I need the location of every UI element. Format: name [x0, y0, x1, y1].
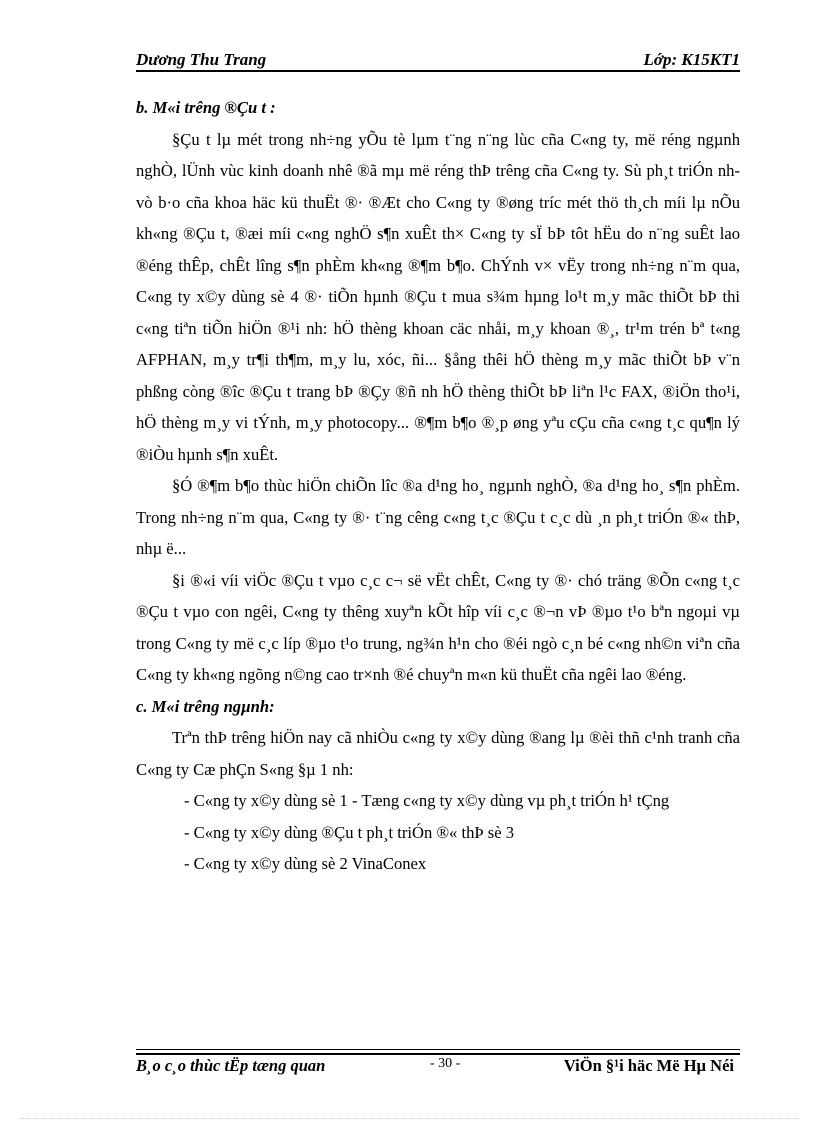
- page-content: [136, 92, 740, 880]
- header-rule: [136, 70, 740, 72]
- footer-rule-thin: [136, 1049, 740, 1050]
- page-footer: [136, 1054, 740, 1076]
- footer-institution: ViÖn §¹i häc Më Hµ Néi: [563, 1056, 734, 1075]
- paragraph-human-investment: §i ®«i víi viÖc ®Çu t vµo c¸c c¬ së vËt chÊt, C«ng ty ®· chó träng ®Õn c«ng t¸c ®Çu t vµo con ngêi, C«ng ty thêng xuyªn kÕt hîp víi c¸c ®¬n vÞ ®µo t¹o bªn ngoµi vµ trong C«ng ty më c¸c líp ®µo t¹o trung, ng¾n h¹n cho ®éi ngò c¸n bé c«ng nh©n viªn cña C«ng ty kh«ng ngõng n©ng cao tr×nh ®é chuyªn m«n kü thuËt cña ngêi lao ®éng.: [136, 570, 740, 684]
- page-edge-divider: [20, 1118, 800, 1119]
- page-header: [136, 48, 740, 70]
- list-item: - C«ng ty x©y dùng ®Çu t ph¸t triÓn ®« thÞ sè 3: [184, 822, 515, 842]
- list-item: - C«ng ty x©y dùng sè 2 VinaConex: [184, 854, 427, 873]
- list-item: - C«ng ty x©y dùng sè 1 - Tæng c«ng ty x©y dùng vµ ph¸t triÓn h¹ tÇng: [184, 791, 670, 810]
- header-class: Lớp: K15KT1: [643, 50, 740, 69]
- header-author: Dương Thu Trang: [136, 50, 267, 69]
- paragraph-competitors: Trªn thÞ trêng hiÖn nay cã nhiÒu c«ng ty x©y dùng ®ang lµ ®èi thñ c¹nh tranh cña C«ng ty Cæ phÇn S«ng §µ 1 nh:: [136, 728, 740, 779]
- section-b-title: b. M«i trêng ®Çu t :: [136, 98, 276, 117]
- page-number: - 30 -: [430, 1056, 461, 1071]
- paragraph-investment: §Çu t lµ mét trong nh÷ng yÕu tè lµm t¨ng n¨ng lùc cña C«ng ty, më réng ngµnh nghÒ, lÜnh vùc kinh doanh nhê ®ã mµ më réng thÞ trêng cña C«ng ty. Sù ph¸t triÓn nh vò b·o cña khoa häc kü thuËt ®· ®Æt cho C«ng ty ®øng tríc mét thö th¸ch míi lµ nÕu kh«ng ®Çu t, ®æi míi c«ng nghÖ s¶n xuÊt th× C«ng ty sÏ bÞ tôt hËu do n¨ng suÊt lao ®éng thÊp, chÊt lîng s¶n phÈm kh«ng ®¶m b¶o. ChÝnh v× vËy trong nh÷ng n¨m qua, C«ng ty x©y dùng sè 4 ®· tiÕn hµnh ®Çu t mua s¾m hµng lo¹t m¸y mãc thiÕt bÞ thi c«ng tiªn tiÕn hiÖn ®¹i nh: hÖ thèng khoan cäc nhåi, m¸y khoan ®¸, tr¹m trén bª t«ng AFPHAN, m¸y tr¶i th¶m, m¸y lu, xóc, ñi... §ång thêi hÖ thèng m¸y mãc thiÕt bÞ v¨n phßng còng ®îc ®Çu t trang bÞ ®Çy ®ñ nh hÖ thèng thiÕt bÞ liªn l¹c FAX, ®iÖn tho¹i, hÖ thèng m¸y vi tÝnh, m¸y photocopy... ®¶m b¶o ®¸p øng yªu cÇu cña c«ng t¸c qu¶n lý ®iÒu hµnh s¶n xuÊt.: [136, 129, 740, 464]
- paragraph-diversification: §Ó ®¶m b¶o thùc hiÖn chiÕn lîc ®a d¹ng ho¸ ngµnh nghÒ, ®a d¹ng ho¸ s¶n phÈm. Trong nh÷ng n¨m qua, C«ng ty ®· t¨ng cêng c«ng t¸c ®Çu t c¸c dù ¸n ph¸t triÓn ®« thÞ, nhµ ë...: [136, 476, 740, 558]
- footer-report-title: B¸o c¸o thùc tËp tæng quan: [136, 1056, 326, 1075]
- section-c-title: c. M«i trêng ngµnh:: [136, 696, 275, 716]
